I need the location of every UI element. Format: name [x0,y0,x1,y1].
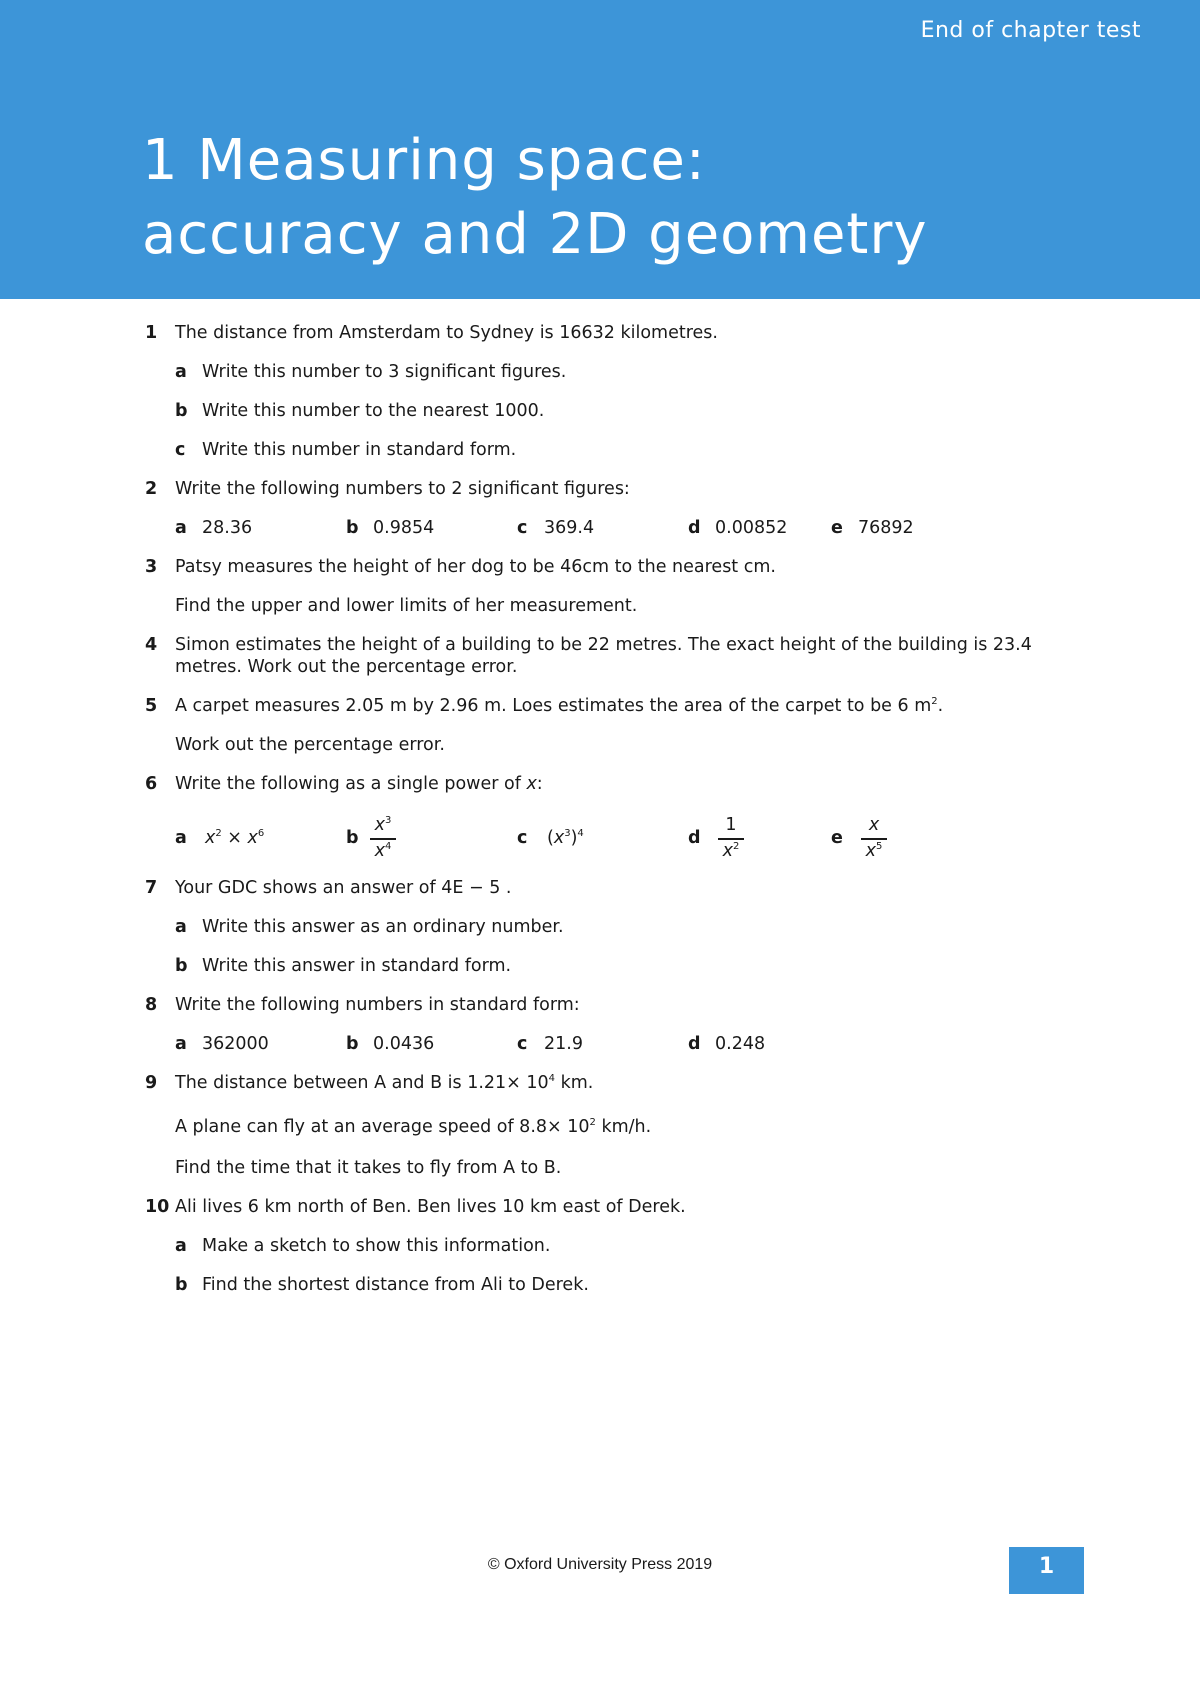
exponent: 2 [589,1117,596,1128]
item-value: 0.0436 [373,1034,435,1054]
item-value: 0.9854 [373,518,435,538]
base: x [865,841,876,861]
subpart-label: b [175,401,188,421]
subpart-a [175,361,1045,383]
expression [547,827,584,849]
subpart-a [175,916,1045,938]
item-label: b [346,1034,359,1054]
question-3 [145,556,1045,617]
text-part: km/h. [595,1117,652,1137]
fraction [718,814,744,862]
item-value: 369.4 [544,518,595,538]
title-line-2: accuracy and 2D geometry [142,202,928,267]
variable: x [526,774,537,794]
subpart-label: a [175,1236,187,1256]
item-value: 76892 [858,518,914,538]
text-part: The distance between A and B is 1.21× 10 [175,1073,549,1093]
item-value: 0.00852 [715,518,788,538]
page-number: 1 [1009,1547,1084,1594]
question-7 [145,877,1045,977]
subpart-text: Write this answer in standard form. [202,956,512,976]
question-text: Patsy measures the height of her dog to be 46cm to the nearest cm. [175,557,776,577]
subpart-text: Write this number to the nearest 1000. [202,401,545,421]
question-2 [145,478,1045,539]
question-text: Ali lives 6 km north of Ben. Ben lives 10 km east of Derek. [175,1197,686,1217]
subpart-text: Make a sketch to show this information. [202,1236,551,1256]
answer-row [175,517,1045,539]
question-10 [145,1196,1045,1296]
question-number: 1 [145,323,158,343]
denominator [861,840,887,862]
page-title [142,124,928,272]
subpart-label: c [175,440,186,460]
item-b [346,814,406,862]
item-value: 362000 [202,1034,269,1054]
question-text [175,695,1045,717]
exponent: 4 [577,828,584,839]
answer-row [175,1033,1045,1055]
item-label: d [688,518,701,538]
subpart-b [175,955,1045,977]
question-text: Your GDC shows an answer of 4E − 5 . [175,878,512,898]
question-text-2: Work out the percentage error. [175,735,445,755]
header-banner [0,0,1200,299]
item-label: b [346,518,359,538]
text-part: A carpet measures 2.05 m by 2.96 m. Loes estimates the area of the carpet to be 6 m [175,696,932,716]
item-value: 21.9 [544,1034,583,1054]
subpart-text: Write this number to 3 significant figures. [202,362,567,382]
question-number: 3 [145,557,158,577]
exponent: 6 [257,828,265,839]
question-text [175,1072,1045,1094]
question-list [145,322,1045,1313]
subpart-b [175,1274,1045,1296]
fraction [861,814,887,862]
text-part: Write the following as a single power of [175,774,527,794]
item-value: 0.248 [715,1034,766,1054]
numerator: 1 [725,815,737,835]
question-number: 9 [145,1073,158,1093]
question-1 [145,322,1045,461]
question-number: 10 [145,1197,170,1217]
item-d [688,814,748,862]
item-label: a [175,1034,187,1054]
subpart-text: Find the shortest distance from Ali to Derek. [202,1275,589,1295]
exponent: 3 [384,815,392,826]
copyright: © Oxford University Press 2019 [487,1556,713,1573]
question-text: Write the following numbers to 2 significant figures: [175,479,630,499]
denominator [370,840,396,862]
item-label: c [517,1034,528,1054]
question-6 [145,773,1045,860]
item-label: a [175,518,187,538]
question-8 [145,994,1045,1055]
question-number: 6 [145,774,158,794]
question-9 [145,1072,1045,1179]
item-label: b [346,828,359,848]
item-label: c [517,518,528,538]
text-part: A plane can fly at an average speed of 8.8× 10 [175,1117,590,1137]
question-number: 7 [145,878,158,898]
fraction [370,814,396,862]
item-label: a [175,828,187,848]
item-value: 28.36 [202,518,253,538]
exponent: 4 [384,841,392,852]
question-text: Write the following numbers in standard form: [175,995,580,1015]
exponent: 2 [732,841,740,852]
paren: ( [547,828,554,848]
question-text-3: Find the time that it takes to fly from A to B. [175,1158,562,1178]
numerator: x [868,815,880,835]
subpart-label: b [175,956,188,976]
text-part: : [536,774,543,794]
item-label: d [688,828,701,848]
numerator [370,814,396,836]
subpart-a [175,1235,1045,1257]
base: x [374,841,385,861]
expression [205,827,264,849]
exponent: 2 [215,828,222,839]
exponent: 3 [564,828,571,839]
subpart-label: a [175,917,187,937]
question-text: The distance from Amsterdam to Sydney is 16632 kilometres. [175,323,718,343]
text-part: . [937,696,944,716]
operator: × [221,828,248,848]
subpart-text: Write this answer as an ordinary number. [202,917,564,937]
question-text-2: Find the upper and lower limits of her measurement. [175,596,638,616]
base: x [553,828,565,848]
paren: ) [570,828,578,848]
subpart-label: b [175,1275,188,1295]
item-label: c [517,828,528,848]
question-number: 2 [145,479,158,499]
base: x [247,828,258,848]
denominator [718,840,744,862]
question-text: Simon estimates the height of a building to be 22 metres. The exact height of the building is 23.4 metres. Work out the percentage error. [175,635,1032,677]
item-label: d [688,1034,701,1054]
subpart-label: a [175,362,187,382]
item-label: e [831,828,843,848]
text-part: km. [555,1073,594,1093]
title-line-1: 1 Measuring space: [142,128,706,193]
item-e [831,814,891,862]
header-tag: End of chapter test [920,18,1141,43]
base: x [374,815,385,835]
question-number: 5 [145,696,158,716]
item-label: e [831,518,843,538]
question-number: 4 [145,635,158,655]
subpart-b [175,400,1045,422]
answer-row [175,812,1045,860]
question-number: 8 [145,995,158,1015]
base: x [205,828,216,848]
base: x [722,841,733,861]
subpart-c [175,439,1045,461]
exponent: 4 [548,1073,556,1084]
question-text [175,773,1045,795]
subpart-text: Write this number in standard form. [202,440,517,460]
question-text-2 [175,1116,1045,1138]
question-5 [145,695,1045,756]
question-4 [145,634,1055,678]
exponent: 2 [931,696,938,707]
exponent: 5 [875,841,883,852]
